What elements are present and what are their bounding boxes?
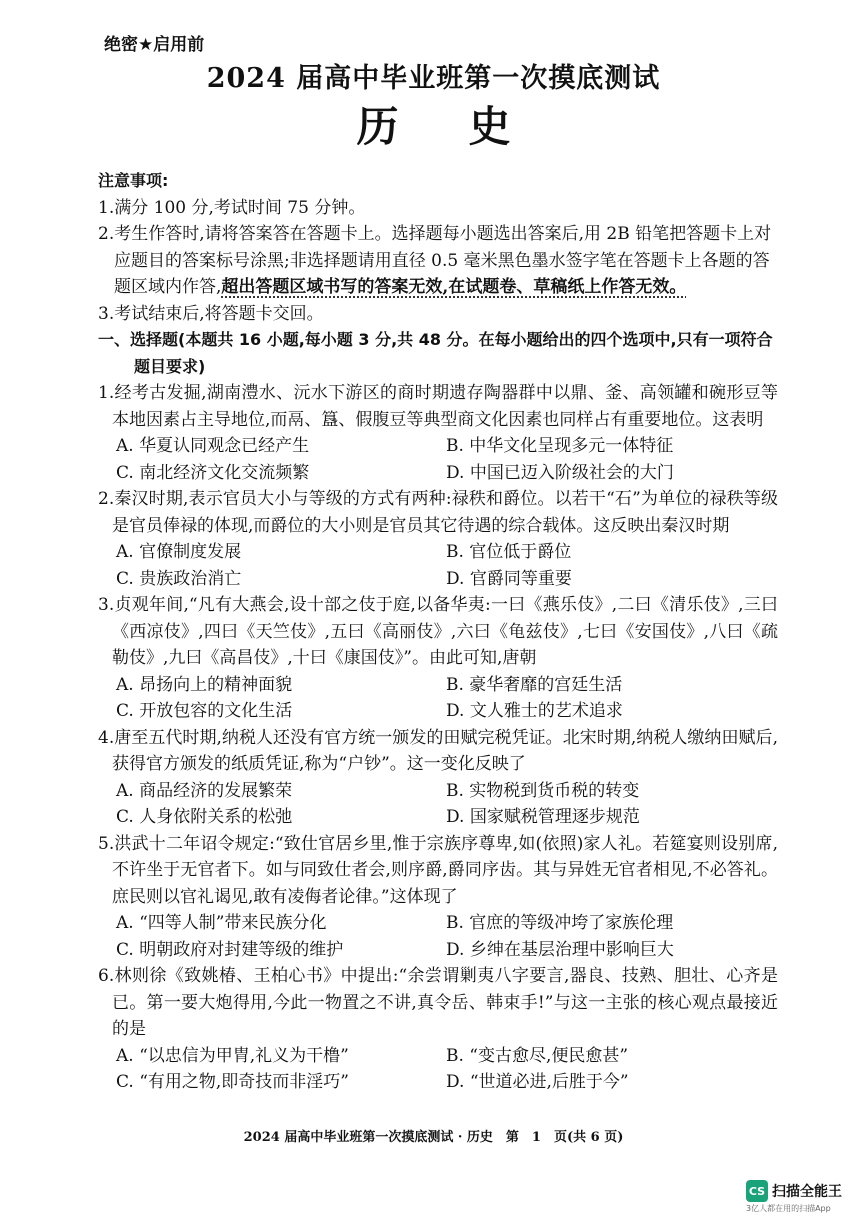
question <box>98 963 778 1096</box>
option-b: B. 豪华奢靡的宫廷生活 <box>446 674 623 695</box>
option-a: A. “以忠信为甲胄,礼义为干橹” <box>116 1045 349 1066</box>
question-stem: 1.经考古发掘,湖南澧水、沅水下游区的商时期遗存陶器群中以鼎、釜、高领罐和碗形豆等本地因素占主导地位,而鬲、簋、假腹豆等典型商文化因素也同样占有重要地位。这表明 <box>98 383 778 430</box>
camscanner-logo-icon: CS <box>746 1180 768 1202</box>
question <box>98 486 778 592</box>
question-stem: 4.唐至五代时期,纳税人还没有官方统一颁发的田赋完税凭证。北宋时期,纳税人缴纳田赋后,获得官方颁发的纸质凭证,称为“户钞”。这一变化反映了 <box>98 727 778 774</box>
option-a: A. 官僚制度发展 <box>116 542 242 562</box>
note-2 <box>98 221 778 301</box>
option-d: D. “世道必进,后胜于今” <box>446 1072 629 1092</box>
note-2-text: 2.考生作答时,请将答案答在答题卡上。选择题每小题选出答案后,用 2B 铅笔把答题卡上对应题目的答案标号涂黑;非选择题请用直径 0.5 毫米黑色墨水签字笔在答题卡上各题的答题区域内作答, <box>98 224 772 297</box>
question-options <box>98 433 778 486</box>
watermark-name: 扫描全能王 <box>772 1184 842 1200</box>
option-c: C. “有用之物,即奇技而非淫巧” <box>116 1072 349 1092</box>
option-a: A. 商品经济的发展繁荣 <box>116 780 293 801</box>
question-stem: 2.秦汉时期,表示官员大小与等级的方式有两种:禄秩和爵位。以若干“石”为单位的禄秩等级是官员俸禄的体现,而爵位的大小则是官员其它待遇的综合载体。这反映出秦汉时期 <box>98 489 778 536</box>
note-2-emphasis: 超出答题区域书写的答案无效,在试题卷、草稿纸上作答无效。 <box>221 277 687 297</box>
option-a: A. “四等人制”带来民族分化 <box>116 913 327 933</box>
question <box>98 831 778 964</box>
page-footer: 2024 届高中毕业班第一次摸底测试 · 历史 第 1 页(共 6 页) <box>243 1130 624 1145</box>
note-3: 3.考试结束后,将答题卡交回。 <box>98 303 324 324</box>
option-d: D. 国家赋税管理逐步规范 <box>446 807 640 827</box>
option-d: D. 乡绅在基层治理中影响巨大 <box>446 939 674 960</box>
option-a: A. 华夏认同观念已经产生 <box>116 436 310 456</box>
notes-heading: 注意事项: <box>98 171 169 190</box>
exam-title: 2024 届高中毕业班第一次摸底测试 <box>206 63 661 94</box>
subject-title: 历史 <box>356 102 581 151</box>
option-b: B. 实物税到货币税的转变 <box>446 780 640 801</box>
option-c: C. 明朝政府对封建等级的维护 <box>116 939 344 960</box>
option-c: C. 贵族政治消亡 <box>116 568 242 589</box>
question-options <box>98 910 778 963</box>
question-stem: 3.贞观年间,“凡有大燕会,设十部之伎于庭,以备华夷:一曰《燕乐伎》,二曰《清乐伎》,三曰《西凉伎》,四曰《天竺伎》,五曰《高丽伎》,六曰《龟兹伎》,七曰《安国伎》,八曰《疏勒伎》,九曰《高昌伎》,十曰《康国伎》”。由此可知,唐朝 <box>98 595 778 668</box>
option-b: B. “变古愈尽,便民愈甚” <box>446 1045 629 1066</box>
question-stem: 5.洪武十二年诏令规定:“致仕官居乡里,惟于宗族序尊卑,如(依照)家人礼。若筵宴则设别席,不许坐于无官者下。如与同致仕者会,则序爵,爵同序齿。其与异姓无官者相见,不必答礼。庶民则以官礼谒见,敢有凌侮者论律。”这体现了 <box>98 833 778 907</box>
question-options <box>98 539 778 592</box>
option-a: A. 昂扬向上的精神面貌 <box>116 674 293 695</box>
option-c: C. 南北经济文化交流频繁 <box>116 462 310 483</box>
section-heading: 一、选择题(本题共 16 小题,每小题 3 分,共 48 分。在每小题给出的四个选项中,只有一项符合题目要求) <box>98 330 773 376</box>
question <box>98 592 778 725</box>
note-1: 1.满分 100 分,考试时间 75 分钟。 <box>98 197 366 218</box>
question <box>98 380 778 486</box>
scanner-watermark <box>746 1180 862 1214</box>
option-c: C. 开放包容的文化生活 <box>116 701 293 721</box>
option-d: D. 官爵同等重要 <box>446 568 572 589</box>
option-c: C. 人身依附关系的松弛 <box>116 807 293 827</box>
watermark-row <box>746 1180 862 1202</box>
exam-content <box>98 168 778 1096</box>
option-b: B. 官庶的等级冲垮了家族伦理 <box>446 913 674 933</box>
question <box>98 725 778 831</box>
confidential-label: 绝密★启用前 <box>104 35 205 55</box>
option-b: B. 官位低于爵位 <box>446 542 572 562</box>
option-b: B. 中华文化呈现多元一体特征 <box>446 436 674 456</box>
option-d: D. 中国已迈入阶级社会的大门 <box>446 462 674 483</box>
question-options <box>98 672 778 725</box>
watermark-tagline: 3亿人都在用的扫描App <box>746 1204 831 1213</box>
option-d: D. 文人雅士的艺术追求 <box>446 701 623 721</box>
question-stem: 6.林则徐《致姚椿、王柏心书》中提出:“余尝谓剿夷八字要言,器良、技熟、胆壮、心齐是已。第一要大炮得用,今此一物置之不讲,真令岳、韩束手!”与这一主张的核心观点最接近的是 <box>98 966 778 1039</box>
question-options <box>98 1043 778 1096</box>
question-options <box>98 778 778 831</box>
